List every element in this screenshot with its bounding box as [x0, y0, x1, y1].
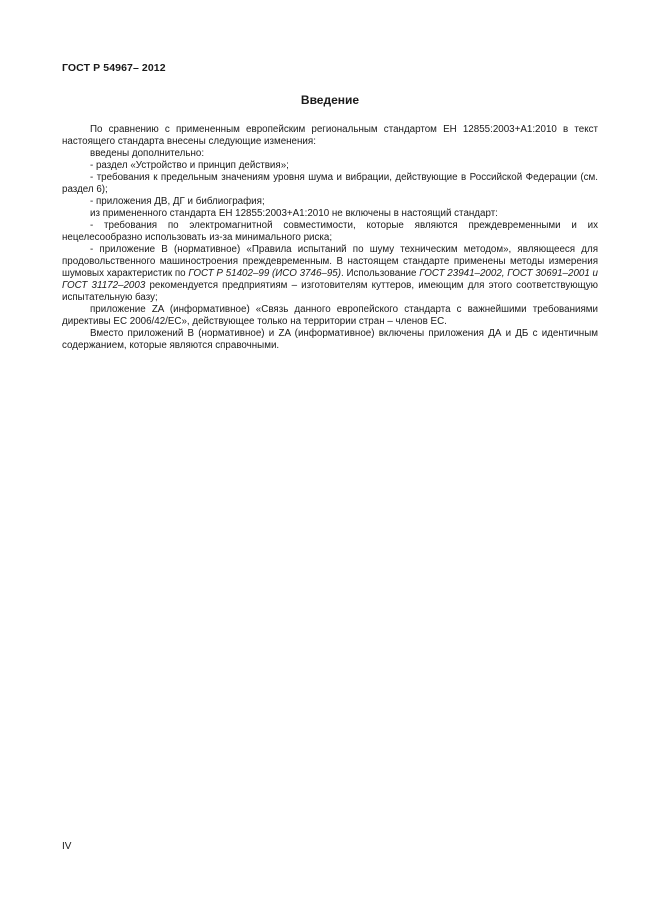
text-fragment: . Использование — [341, 268, 420, 279]
paragraph-excluded-emc: - требования по электромагнитной совместимости, которые являются преждевременными и их нецелесообразно использовать из-за минимального риска; — [62, 220, 598, 243]
paragraph-added-heading: введены дополнительно: — [90, 148, 205, 159]
section-body — [62, 124, 598, 352]
page-number: IV — [62, 841, 72, 852]
paragraph-added-section: - раздел «Устройство и принцип действия»; — [90, 160, 289, 171]
document-code: ГОСТ Р 54967– 2012 — [62, 62, 166, 74]
section-title: Введение — [300, 93, 360, 107]
paragraph-excluded-annex-b — [62, 244, 598, 304]
paragraph-added-requirements: - требования к предельным значениям уровня шума и вибрации, действующие в Российской Федерации (см. раздел 6); — [62, 172, 598, 195]
standard-references: ГОСТ 23941–2002, ГОСТ 30691–2001 и ГОСТ 31172–2003 — [62, 268, 598, 291]
paragraph-intro: По сравнению с примененным европейским региональным стандартом ЕН 12855:2003+A1:2010 в текст настоящего стандарта внесены следующие изменения: — [62, 124, 598, 147]
text-fragment: - приложение В (нормативное) «Правила испытаний по шуму техническим методом», являющееся для продовольственного машиностроения преждевременным. В настоящем стандарте применены методы измерения шумовых характеристик по — [62, 244, 598, 279]
paragraph-excluded-annex-za: приложение ZA (информативное) «Связь данного европейского стандарта с важнейшими требованиями директивы ЕС 2006/42/ЕС», действующее только на территории стран – членов ЕС. — [62, 304, 598, 327]
paragraph-excluded-heading: из примененного стандарта ЕН 12855:2003+A1:2010 не включены в настоящий стандарт: — [90, 208, 498, 219]
paragraph-replacement-annexes: Вместо приложений В (нормативное) и ZA (информативное) включены приложения ДА и ДБ с идентичным содержанием, которые являются справочными. — [62, 328, 598, 351]
text-fragment: рекомендуется предприятиям – изготовителям куттеров, имеющим для этого соответствующую испытательную базу; — [62, 280, 598, 303]
paragraph-added-annexes: - приложения ДВ, ДГ и библиография; — [90, 196, 265, 207]
standard-reference: ГОСТ Р 51402–99 (ИСО 3746–95) — [188, 268, 342, 279]
